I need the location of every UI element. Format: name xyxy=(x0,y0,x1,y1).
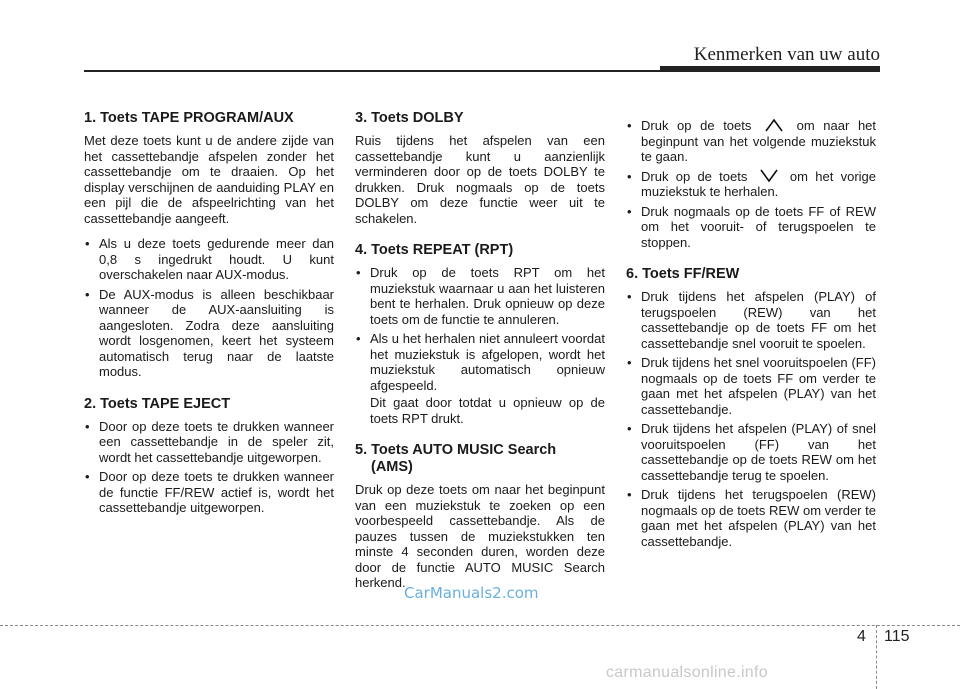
list-item: • Door op deze toets te drukken wanneer de functie FF/REW actief is, wordt het cassettebandje uitgeworpen. xyxy=(84,469,334,516)
list-item xyxy=(626,118,876,165)
section-paragraph: Druk op deze toets om naar het beginpunt van een muziekstuk te zoeken op een voorbespeeld cassettebandje. Als de pauzes tussen de muziekstukken ten minste 4 seconden duren, worden deze door de functie AUTO MUSIC Search herkend. xyxy=(355,482,605,590)
list-item xyxy=(626,169,876,200)
section-heading-dolby: 3. Toets DOLBY xyxy=(355,110,464,126)
footer-divider xyxy=(876,625,877,689)
list-item-text: Druk op de toets xyxy=(641,118,752,133)
chevron-down-icon xyxy=(758,169,780,183)
list-item-text: om het vorige muziekstuk te herhalen. xyxy=(641,168,876,199)
footer-rule xyxy=(0,625,960,626)
column-1 xyxy=(84,110,334,520)
header-rule-thick xyxy=(660,66,880,72)
chevron-up-icon xyxy=(763,118,785,132)
section-heading-line: (AMS) xyxy=(371,459,413,475)
section-heading-ff-rew: 6. Toets FF/REW xyxy=(626,266,740,282)
section-heading-repeat: 4. Toets REPEAT (RPT) xyxy=(355,242,514,258)
watermark-link[interactable]: CarManuals2.com xyxy=(404,584,539,602)
site-watermark: carmanualsonline.info xyxy=(606,664,768,681)
list-item-text: Druk op de toets xyxy=(641,168,748,184)
list-item: • Druk tijdens het afspelen (PLAY) of terugspoelen (REW) van het cassettebandje op de toets FF om het cassettebandje snel vooruit te spoelen. xyxy=(626,289,876,351)
section-paragraph: Ruis tijdens het afspelen van een cassettebandje kunt u aanzienlijk verminderen door op de toets DOLBY te drukken. Druk nogmaals op de toets DOLBY om deze functie weer uit te schakelen. xyxy=(355,133,605,226)
chapter-number: 4 xyxy=(857,628,866,645)
header-title: Kenmerken van uw auto xyxy=(693,44,880,65)
list-item-text: Als u het herhalen niet annuleert voordat het muziekstuk is afgelopen, wordt het muziekstuk automatisch opnieuw afgespeeld. xyxy=(370,331,605,393)
column-2 xyxy=(355,110,605,591)
bullet-list xyxy=(84,236,334,380)
list-item: • Door op deze toets te drukken wanneer een cassettebandje in de speler zit, wordt het cassettebandje uitgeworpen. xyxy=(84,419,334,466)
list-item: • Als u deze toets gedurende meer dan 0,8 s ingedrukt houdt. U kunt overschakelen naar AUX-modus. xyxy=(84,236,334,283)
list-item xyxy=(355,331,605,426)
section-heading-tape-program: 1. Toets TAPE PROGRAM/AUX xyxy=(84,110,294,126)
section-heading-tape-eject: 2. Toets TAPE EJECT xyxy=(84,395,231,412)
bullet-list xyxy=(355,265,605,426)
list-item: • De AUX-modus is alleen beschikbaar wanneer de AUX-aansluiting is aangesloten. Zodra deze aansluiting wordt losgenomen, keert het systeem automatisch terug naar de laatste modus. xyxy=(84,287,334,380)
section-heading-line: 5. Toets AUTO MUSIC Search xyxy=(355,442,557,458)
bullet-list xyxy=(626,118,876,250)
section-paragraph: Met deze toets kunt u de andere zijde van het cassettebandje afspelen zonder het cassettebandje om te draaien. Op het display verschijnen de aanduiding PLAY en een pijl die de afspeelrichting van het cassettebandje aangeeft. xyxy=(84,133,334,226)
section-heading-ams xyxy=(355,442,605,476)
list-item-subparagraph: Dit gaat door totdat u opnieuw op de toets RPT drukt. xyxy=(370,395,605,426)
column-3 xyxy=(626,110,876,553)
list-item: • Druk tijdens het snel vooruitspoelen (FF) nogmaals op de toets FF om verder te gaan met het afspelen (PLAY) van het cassettebandje. xyxy=(626,355,876,417)
page-number: 115 xyxy=(884,628,910,645)
bullet-list xyxy=(84,419,334,516)
bullet-list xyxy=(626,289,876,549)
header-rule-thin xyxy=(84,70,660,72)
list-item: • Druk tijdens het terugspoelen (REW) nogmaals op de toets REW om verder te gaan met het afspelen (PLAY) van het cassettebandje. xyxy=(626,487,876,549)
list-item-text: om naar het beginpunt van het volgende muziekstuk te gaan. xyxy=(641,118,877,164)
list-item: • Druk tijdens het afspelen (PLAY) of snel vooruitspoelen (FF) van het cassettebandje op de toets REW om het cassettebandje terug te spoelen. xyxy=(626,421,876,483)
list-item: • Druk nogmaals op de toets FF of REW om het vooruit- of terugspoelen te stoppen. xyxy=(626,204,876,251)
list-item: • Druk op de toets RPT om het muziekstuk waarnaar u aan het luisteren bent te herhalen. Druk opnieuw op deze toets om de functie te annuleren. xyxy=(355,265,605,327)
